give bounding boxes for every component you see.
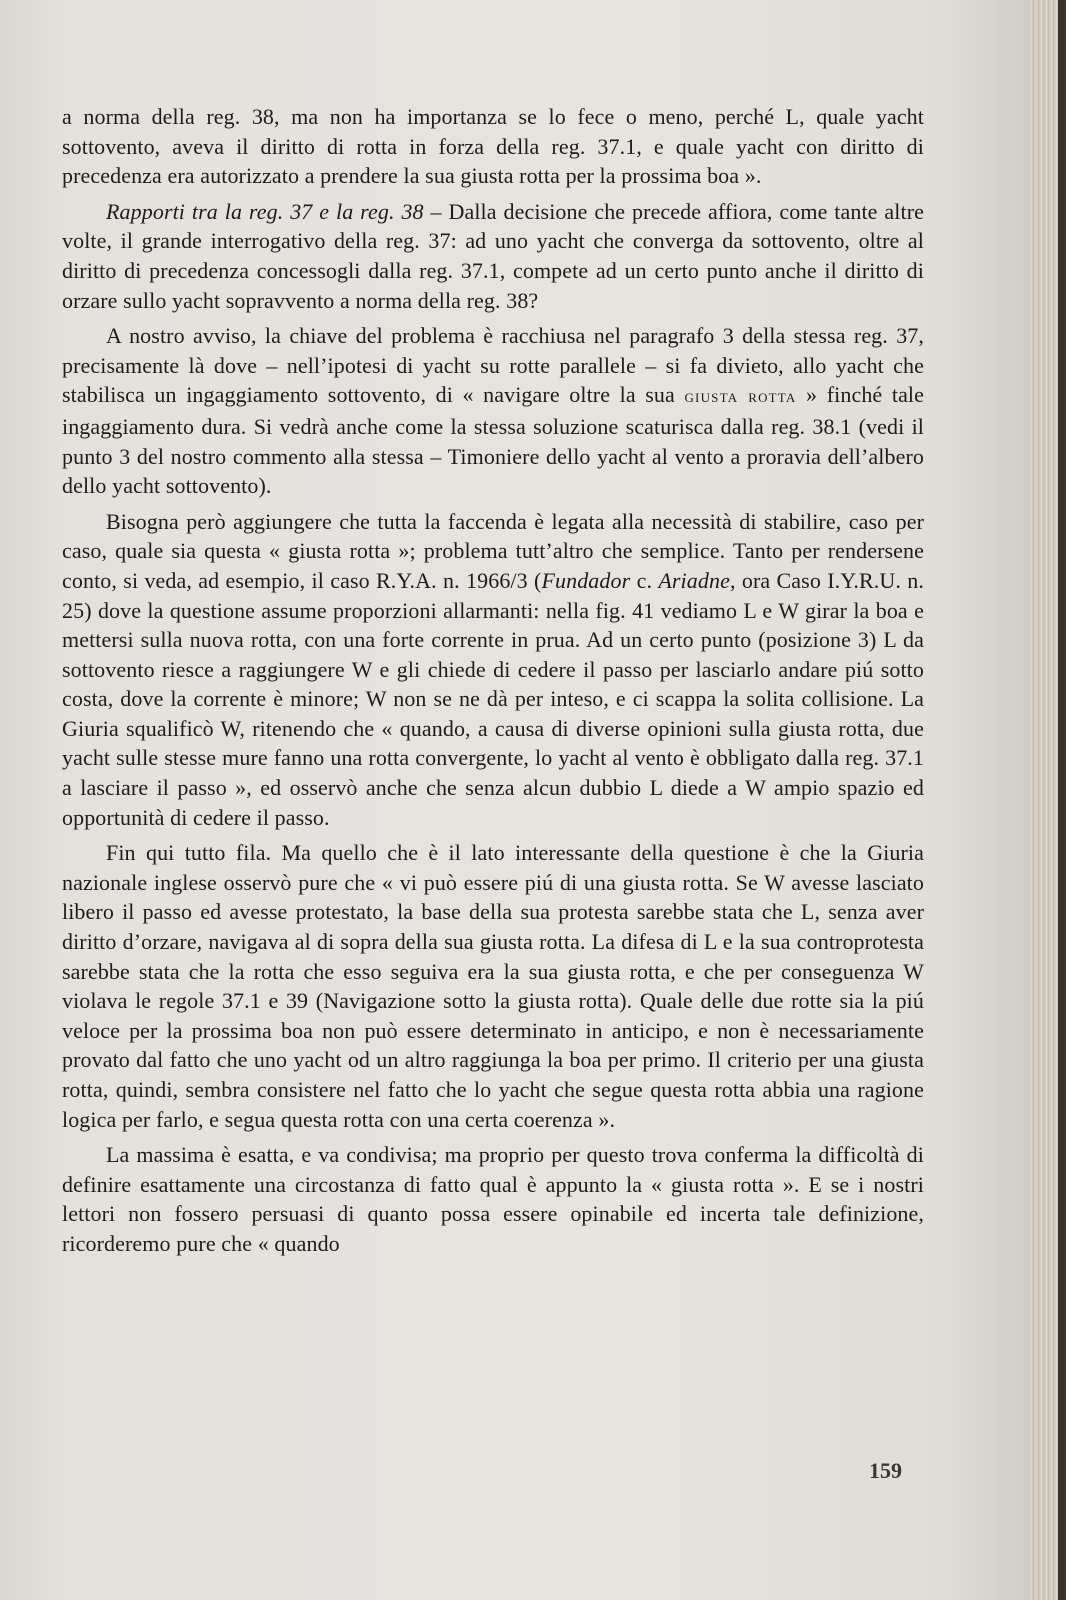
p1-text: a norma della reg. 38, ma non ha importanza se lo fece o meno, perché L, quale yacht sottovento, aveva il diritto di rotta in forza della reg. 37.1, e quale yacht con diritto di precedenza era autorizzato a prendere la sua giusta rotta per la prossima boa ».	[62, 104, 924, 189]
body-text	[62, 102, 924, 1265]
book-edge-shadow	[1058, 0, 1066, 1600]
p4-text-c: , ora Caso I.Y.R.U. n. 25) dove la questione assume proporzioni allarmanti: nella fig. 41 vediamo L e W girar la boa e mettersi sulla nuova rotta, con una forte corrente in prua. Ad un certo punto (posizione 3) L da sottovento riesce a raggiungere W e gli chiede di cedere il passo per lasciarlo andare piú sotto costa, dove la corrente è minore; W non se ne dà per inteso, e ci scappa la solita collisione. La Giuria squalificò W, ritenendo che « quando, a causa di diverse opinioni sulla giusta rotta, due yacht sulle stesse mure fanno una rotta convergente, lo yacht al vento è obbligato dalla reg. 37.1 a lasciare il passo », ed osservò anche che senza alcun dubbio L diede a W ampio spazio ed opportunità di cedere il passo.	[62, 567, 924, 830]
p3-text-a: A nostro avviso, la chiave del problema è racchiusa nel paragrafo 3 della stessa reg. 37, precisamente là dove – nell’ipotesi di yacht su rotte parallele – si fa divieto, allo yacht che stabilisca un ingaggiamento sottovento, di « navigare oltre la sua	[62, 323, 924, 408]
paragraph-4	[62, 507, 924, 833]
page-number: 159	[869, 1458, 902, 1483]
p2-heading: Rapporti tra la reg. 37 e la reg. 38	[106, 198, 424, 224]
p4-text-b: c.	[630, 567, 659, 593]
paragraph-5	[62, 838, 924, 1134]
p4-text-a: Bisogna però aggiungere che tutta la faccenda è legata alla necessità di stabilire, caso per caso, quale sia questa « giusta rotta »; problema tutt’altro che semplice. Tanto per rendersene conto, si veda, ad esempio, il caso R.Y.A. n. 1966/3 (	[62, 508, 924, 593]
p5-text: Fin qui tutto fila. Ma quello che è il lato interessante della questione è che la Giuria nazionale inglese osservò pure che « vi può essere piú di una giusta rotta. Se W avesse lasciato libero il passo ed avesse protestato, la base della sua protesta sarebbe stata che L, senza aver diritto d’orzare, navigava al di sopra della sua giusta rotta. La difesa di L e la sua controprotesta sarebbe stata che la rotta che esso seguiva era la sua giusta rotta, e che per conseguenza W violava le regole 37.1 e 39 (Navigazione sotto la giusta rotta). Quale delle due rotte sia la piú veloce per la prossima boa non può essere determinato in anticipo, e non è necessariamente provato dal fatto che uno yacht od un altro raggiunga la boa per primo. Il criterio per una giusta rotta, quindi, sembra consistere nel fatto che lo yacht che segue questa rotta abbia una ragione logica per farlo, e segua questa rotta con una certa coerenza ».	[62, 840, 924, 1132]
p4-case-name-1: Fundador	[541, 567, 631, 593]
p4-case-name-2: Ariadne	[658, 567, 730, 593]
p3-text-b: » finché tale ingaggiamento dura. Si vedrà anche come la stessa soluzione scaturisca dalla reg. 38.1 (vedi il punto 3 del nostro commento alla stessa – Timoniere dello yacht al vento a proravia dell’albero dello yacht sottovento).	[62, 382, 925, 499]
paragraph-3	[62, 321, 924, 501]
paragraph-2	[62, 197, 924, 315]
paragraph-6	[62, 1140, 924, 1258]
p6-text: La massima è esatta, e va condivisa; ma proprio per questo trova conferma la difficoltà di definire esattamente una circostanza di fatto qual è appunto la « giusta rotta ». E se i nostri lettori non fossero persuasi di quanto possa essere opinabile ed incerta tale definizione, ricorderemo pure che « quando	[62, 1142, 924, 1256]
p2-text: – Dalla decisione che precede affiora, come tante altre volte, il grande interrogativo della reg. 37: ad uno yacht che converga da sottovento, oltre al diritto di precedenza concessogli dalla reg. 37.1, compete ad un certo punto anche il diritto di orzare sullo yacht sopravvento a norma della reg. 38?	[62, 198, 924, 313]
paragraph-1	[62, 102, 924, 191]
p3-smallcaps-term: giusta rotta	[684, 386, 797, 408]
